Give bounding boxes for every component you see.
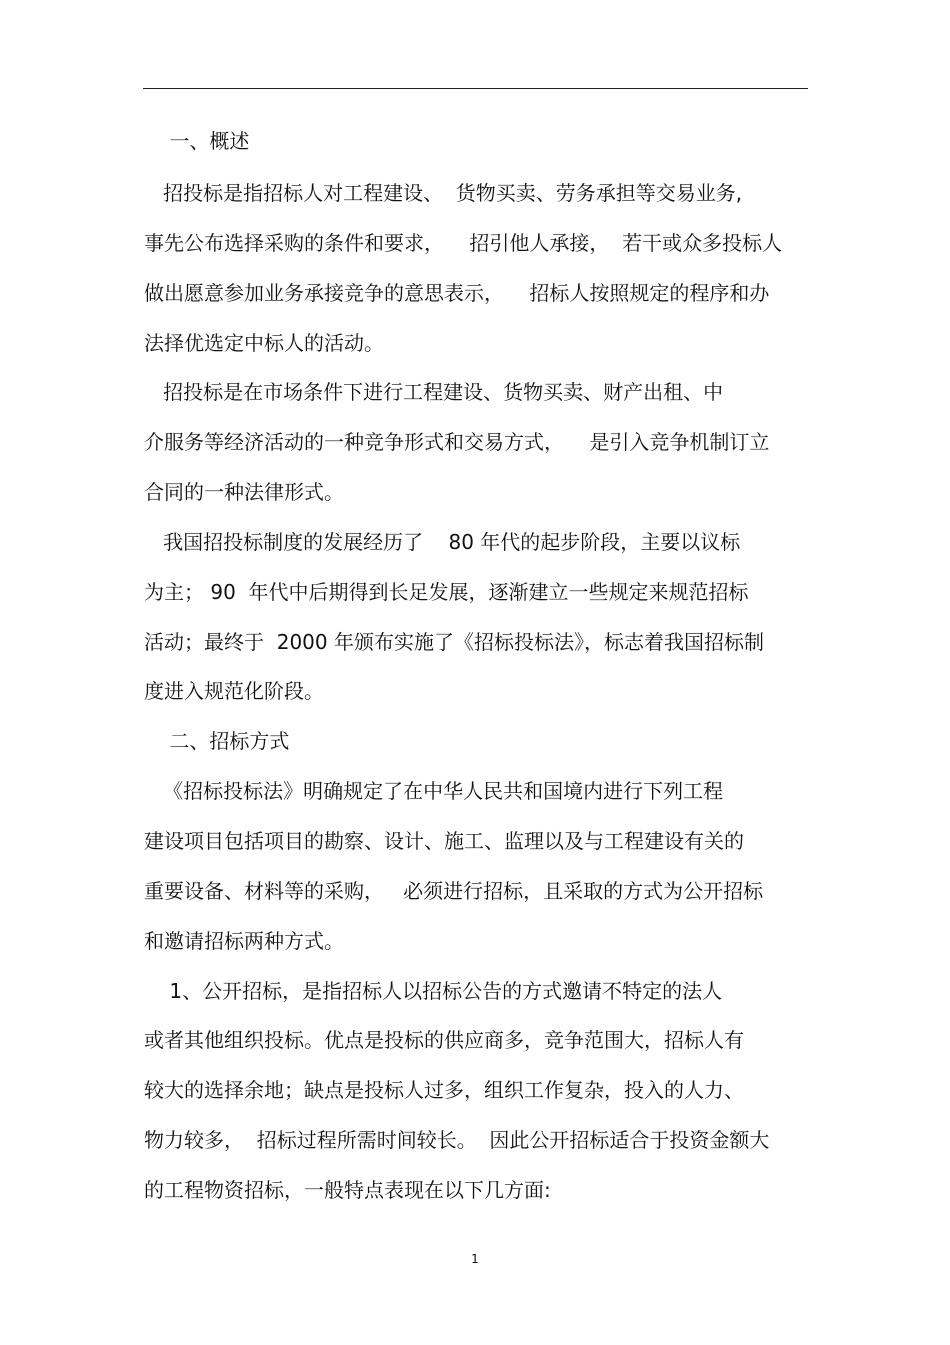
paragraph-line: 招投标是指招标人对工程建设、 货物买卖、劳务承担等交易业务, [144,181,743,205]
paragraph-line: 法择优选定中标人的活动。 [144,331,384,355]
paragraph-line: 介服务等经济活动的一种竞争形式和交易方式， 是引入竞争机制订立 [144,430,770,454]
header-rule [143,88,808,89]
paragraph-line: 1、公开招标，是指招标人以招标公告的方式邀请不特定的法人 [144,979,723,1003]
paragraph-line: 和邀请招标两种方式。 [144,929,344,953]
paragraph-line: 我国招投标制度的发展经历了 80 年代的起步阶段，主要以议标 [144,530,741,554]
paragraph-line: 度进入规范化阶段。 [144,679,324,703]
paragraph-line: 物力较多， 招标过程所需时间较长。 因此公开招标适合于投资金额大 [144,1128,770,1152]
paragraph-line: 合同的一种法律形式。 [144,480,344,504]
paragraph-line: 招投标是在市场条件下进行工程建设、货物买卖、财产出租、中 [144,380,724,404]
paragraph-line: 做出愿意参加业务承接竞争的意思表示， 招标人按照规定的程序和办 [144,281,770,305]
page-number: 1 [471,1252,479,1266]
paragraph-line: 事先公布选择采购的条件和要求， 招引他人承接， 若干或众多投标人 [144,231,783,255]
paragraph-line: 活动；最终于 2000 年颁布实施了《招标投标法》，标志着我国招标制 [144,630,764,654]
paragraph-line: 重要设备、材料等的采购， 必须进行招标，且采取的方式为公开招标 [144,879,764,903]
paragraph-line: 建设项目包括项目的勘察、设计、施工、监理以及与工程建设有关的 [144,829,744,853]
paragraph-line: 为主； 90 年代中后期得到长足发展，逐渐建立一些规定来规范招标 [144,580,749,604]
section-heading-tender-methods: 二、招标方式 [144,729,290,753]
paragraph-line: 的工程物资招标，一般特点表现在以下几方面: [144,1178,551,1202]
paragraph-line: 或者其他组织投标。优点是投标的供应商多，竞争范围大，招标人有 [144,1028,744,1052]
section-heading-overview: 一、概述 [144,129,250,153]
paragraph-line: 《招标投标法》明确规定了在中华人民共和国境内进行下列工程 [144,779,724,803]
paragraph-line: 较大的选择余地；缺点是投标人过多，组织工作复杂，投入的人力、 [144,1078,744,1102]
